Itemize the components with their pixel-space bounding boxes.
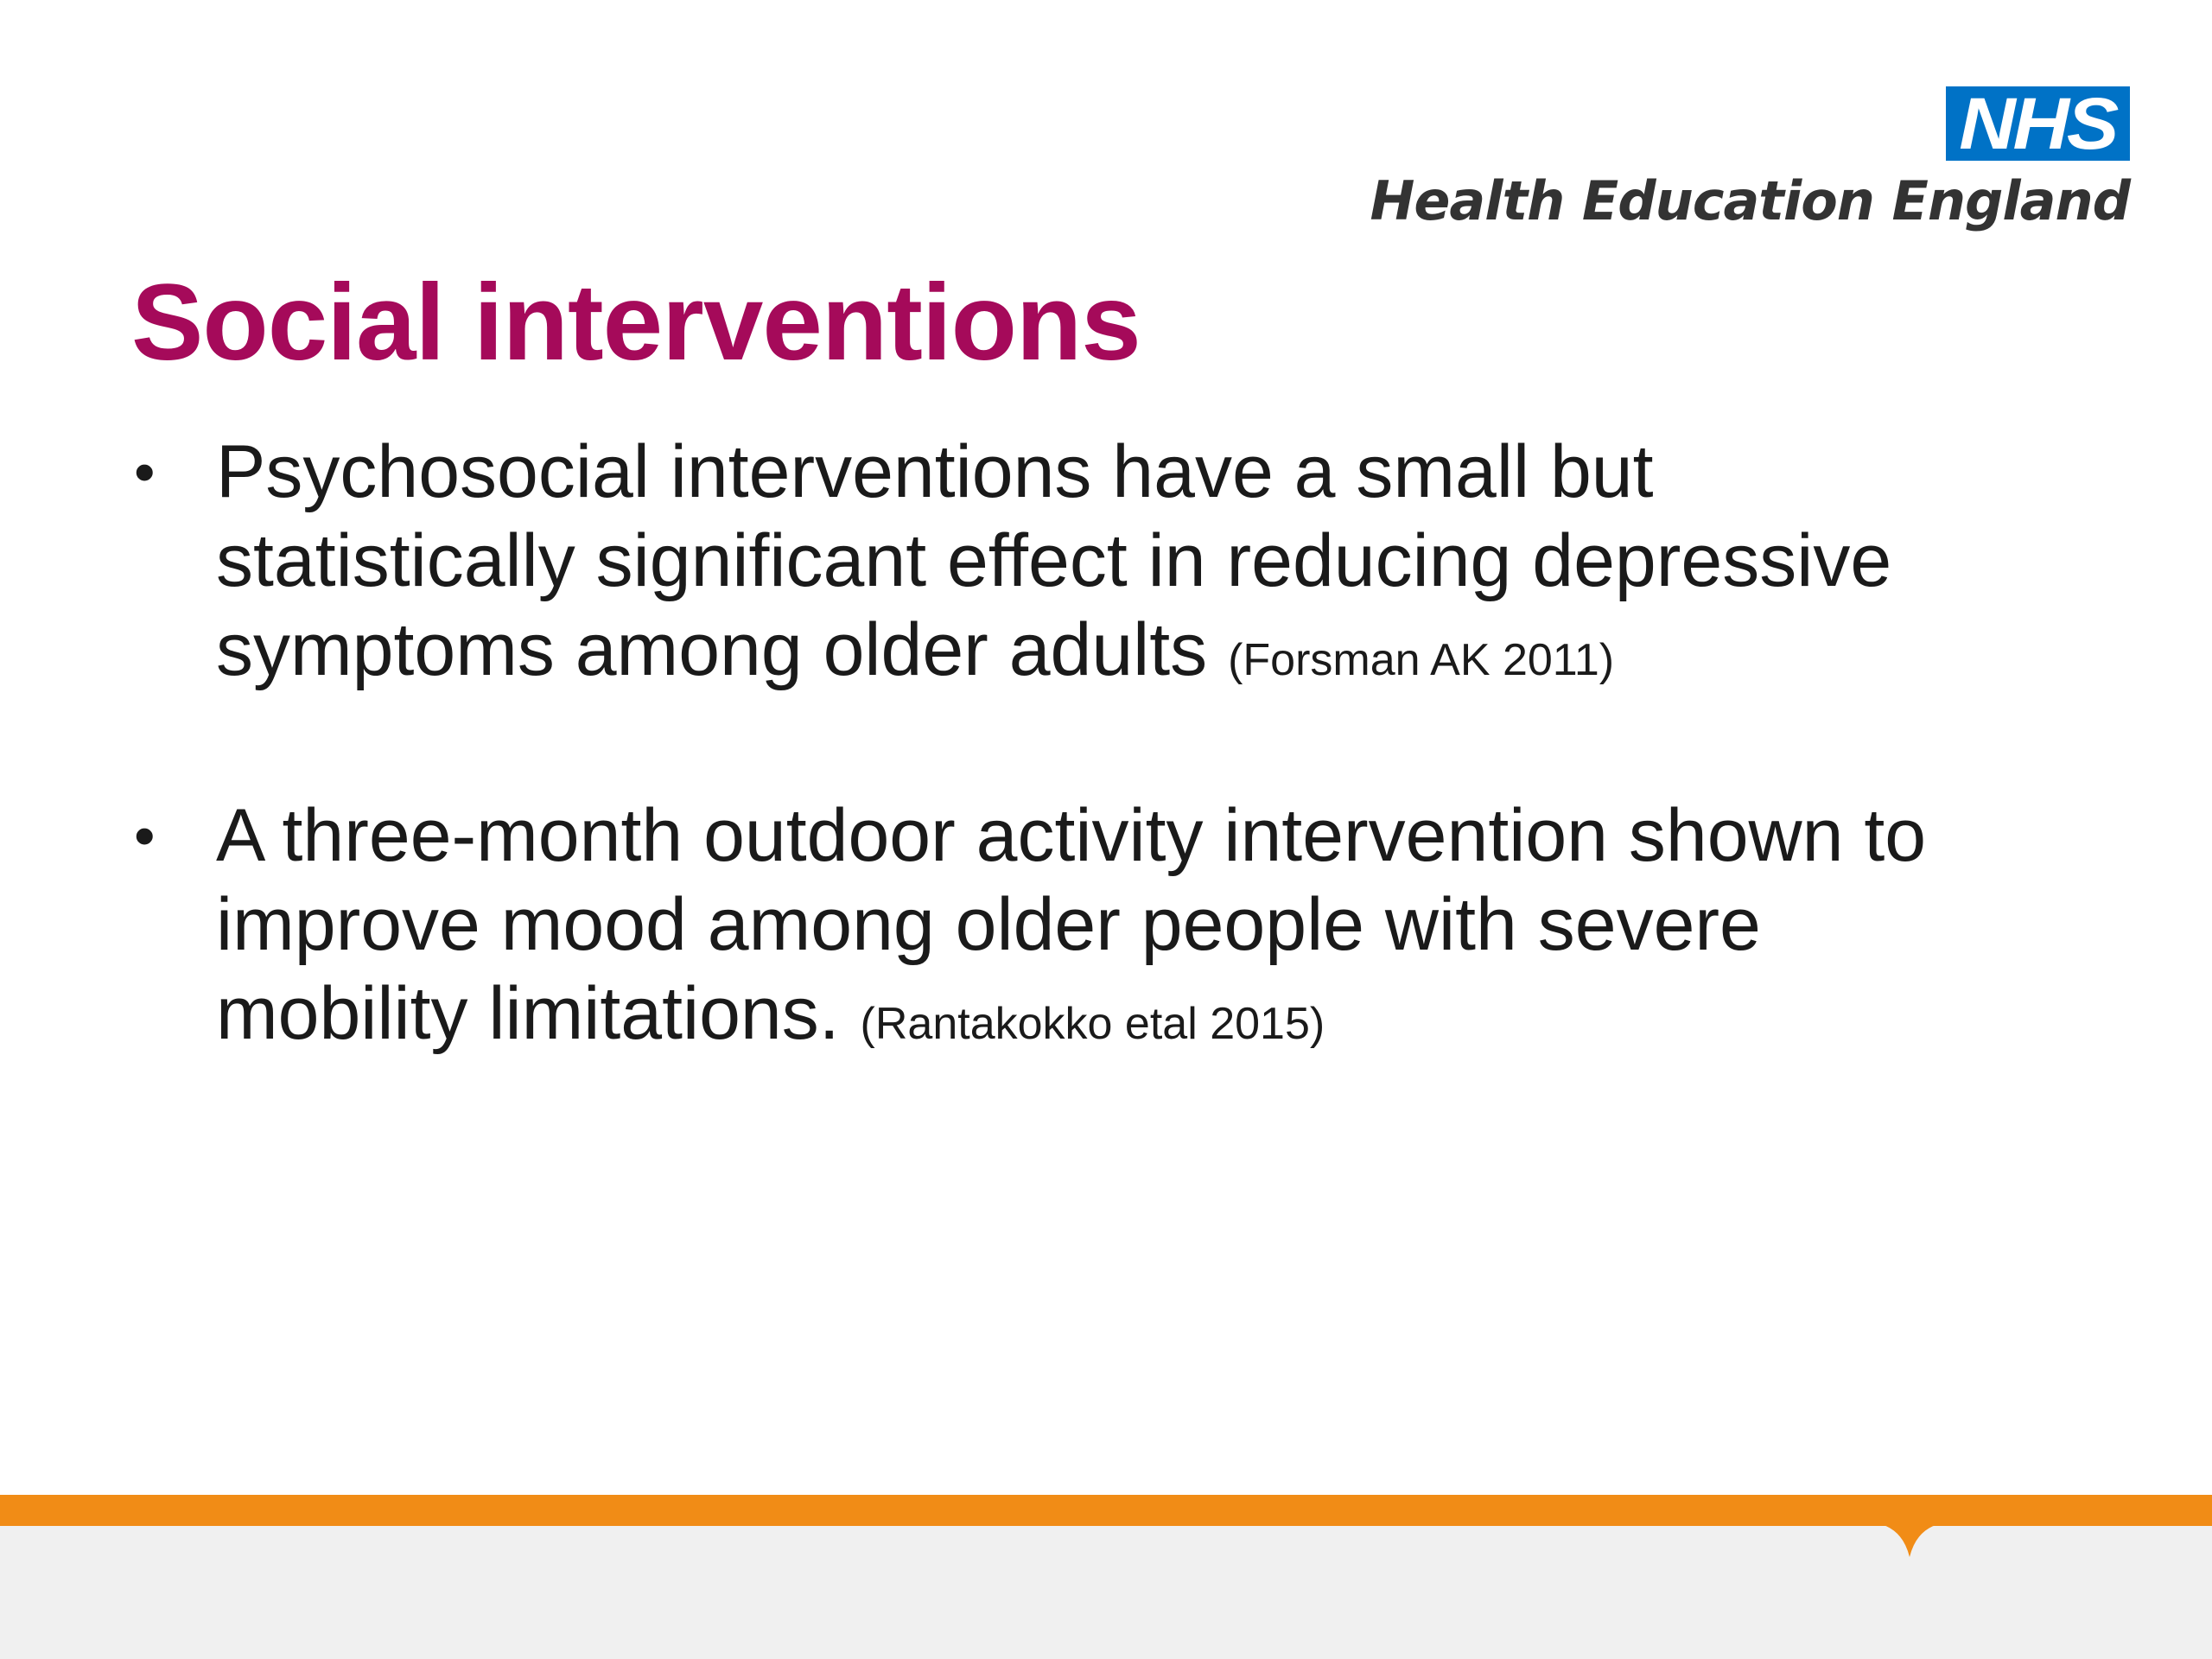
bullet-marker: • xyxy=(134,438,156,505)
bullet-item xyxy=(130,791,1987,1069)
organisation-name: Health Education England xyxy=(1370,169,2130,232)
bullet-item xyxy=(130,428,1987,705)
nhs-logo-text: NHS xyxy=(1959,83,2117,164)
bullet-citation: (Forsman AK 2011) xyxy=(1228,635,1615,685)
nhs-hee-logo xyxy=(1352,83,2130,242)
nhs-logo-box xyxy=(1946,83,2130,164)
bullet-list xyxy=(130,428,1987,1155)
bullet-marker: • xyxy=(134,802,156,869)
footer-orange-band xyxy=(0,1495,2212,1526)
footer-notch-shape xyxy=(1866,1522,1953,1560)
bullet-text: Psychosocial interventions have a small but statistically significant effect in reducing depressive symptoms among older adults xyxy=(216,430,1892,691)
bullet-text: A three-month outdoor activity intervention shown to improve mood among older people with severe mobility limitations. xyxy=(216,794,1927,1055)
slide-title: Social interventions xyxy=(131,263,1141,383)
bullet-citation: (Rantakokko etal 2015) xyxy=(860,999,1325,1049)
